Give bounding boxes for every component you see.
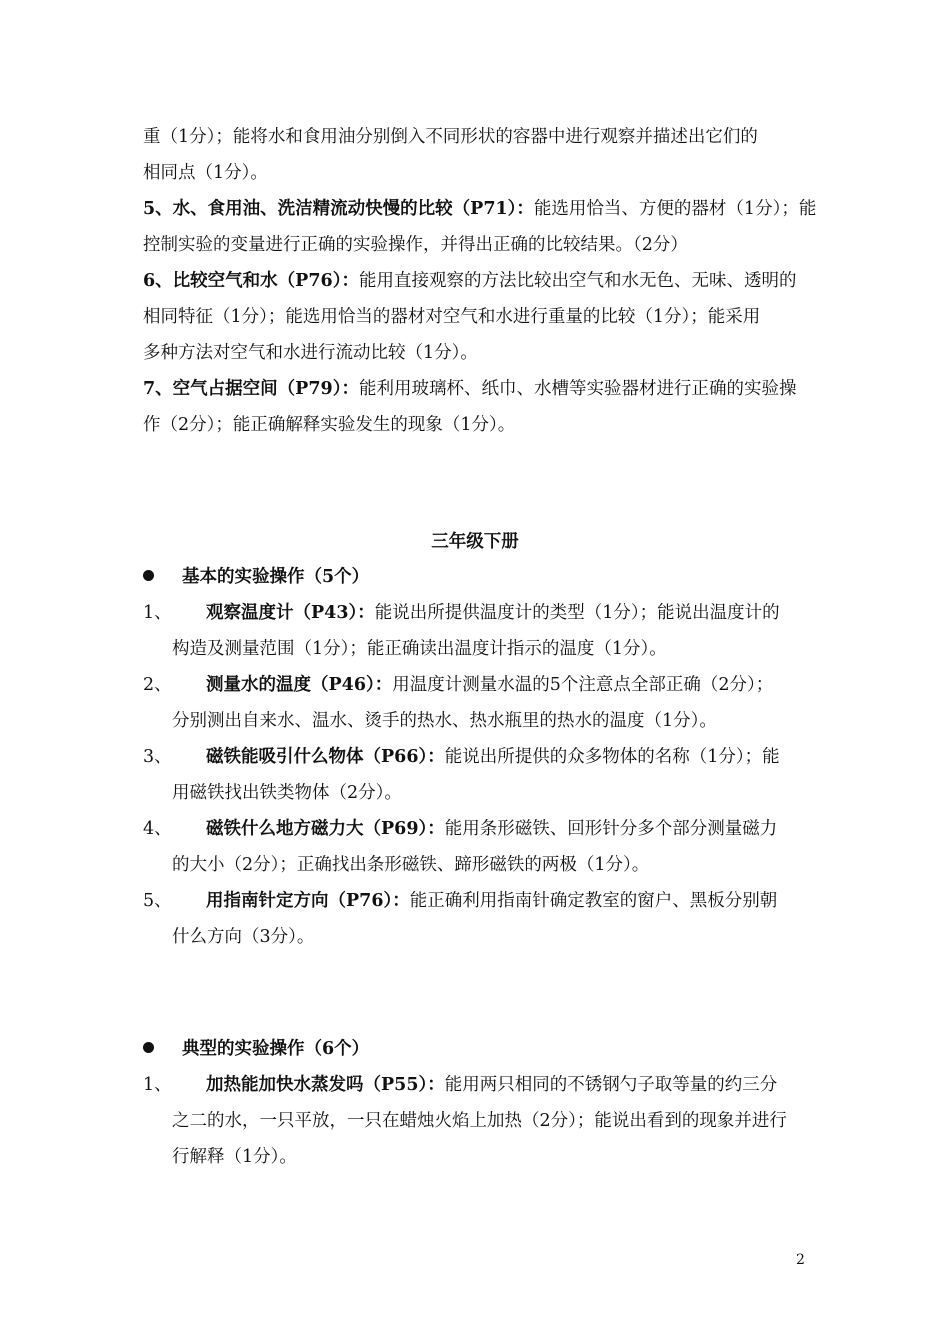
item-title: 观察温度计（P43）： (206, 603, 375, 623)
item-text: 能用条形磁铁、回形针分多个部分测量磁力 (444, 819, 778, 839)
top-paragraph (143, 119, 817, 443)
item-text: 能选用恰当、方便的器材（1分）；能 (533, 199, 817, 219)
item-title: 7、空气占据空间（P79）： (143, 379, 359, 399)
item-text: 能用两只相同的不锈钢勺子取等量的约三分 (444, 1075, 778, 1095)
page-number: 2 (796, 1252, 805, 1268)
text-line: 的大小（2分）；正确找出条形磁铁、蹄形磁铁的两极（1分）。 (172, 855, 650, 875)
item-title: 5、水、食用油、洗洁精流动快慢的比较（P71）： (143, 199, 534, 219)
text-line: 什么方向（3分）。 (172, 927, 315, 947)
text-line: 作（2分）；能正确解释实验发生的现象（1分）。 (143, 415, 516, 435)
heading-text: 典型的实验操作（6个） (182, 1039, 370, 1059)
text-line: 重（1分）；能将水和食用油分别倒入不同形状的容器中进行观察并描述出它们的 (143, 127, 758, 147)
item-number: 3、 (143, 747, 172, 767)
item-title: 磁铁能吸引什么物体（P66）： (206, 747, 445, 767)
bullet-icon (143, 570, 154, 581)
text-line: 相同点（1分）。 (143, 163, 268, 183)
item-text: 能说出所提供的众多物体的名称（1分）；能 (444, 747, 780, 767)
item-title: 磁铁什么地方磁力大（P69）： (206, 819, 445, 839)
basic-item-5 (172, 883, 817, 955)
item-title: 6、比较空气和水（P76）： (143, 271, 359, 291)
basic-item-1 (172, 595, 817, 667)
item-number: 1、 (143, 603, 172, 623)
item-text: 能用直接观察的方法比较出空气和水无色、无味、透明的 (358, 271, 797, 291)
item-title: 加热能加快水蒸发吗（P55）： (206, 1075, 445, 1095)
item-title: 测量水的温度（P46）： (206, 675, 393, 695)
basic-heading (143, 559, 369, 595)
section-title: 三年级下册 (431, 532, 519, 552)
item-number: 4、 (143, 819, 172, 839)
basic-item-4 (172, 811, 817, 883)
typical-heading (143, 1031, 369, 1067)
text-line: 用磁铁找出铁类物体（2分）。 (172, 783, 402, 803)
basic-item-3 (172, 739, 817, 811)
text-line: 之二的水，一只平放，一只在蜡烛火焰上加热（2分）；能说出看到的现象并进行 (172, 1111, 787, 1131)
item-text: 用温度计测量水温的5个注意点全部正确（2分）； (392, 675, 774, 695)
item-7 (143, 371, 813, 407)
heading-text: 基本的实验操作（5个） (182, 567, 370, 587)
item-text: 能说出所提供温度计的类型（1分）；能说出温度计的 (374, 603, 780, 623)
basic-item-2 (172, 667, 817, 739)
text-line: 控制实验的变量进行正确的实验操作，并得出正确的比较结果。（2分） (143, 235, 688, 255)
item-title: 用指南针定方向（P76）： (206, 891, 410, 911)
item-text: 能正确利用指南针确定教室的窗户、黑板分别朝 (409, 891, 778, 911)
bullet-icon (143, 1042, 154, 1053)
item-number: 1、 (143, 1075, 172, 1095)
item-6 (143, 263, 813, 299)
typical-item-1 (172, 1067, 817, 1175)
text-line: 多种方法对空气和水进行流动比较（1分）。 (143, 343, 478, 363)
text-line: 相同特征（1分）；能选用恰当的器材对空气和水进行重量的比较（1分）；能采用 (143, 307, 761, 327)
item-number: 2、 (143, 675, 172, 695)
text-line: 行解释（1分）。 (172, 1147, 297, 1167)
item-text: 能利用玻璃杯、纸巾、水槽等实验器材进行正确的实验操 (358, 379, 797, 399)
item-5 (143, 191, 817, 227)
item-number: 5、 (143, 891, 172, 911)
text-line: 分别测出自来水、温水、烫手的热水、热水瓶里的热水的温度（1分）。 (172, 711, 717, 731)
text-line: 构造及测量范围（1分）；能正确读出温度计指示的温度（1分）。 (172, 639, 667, 659)
